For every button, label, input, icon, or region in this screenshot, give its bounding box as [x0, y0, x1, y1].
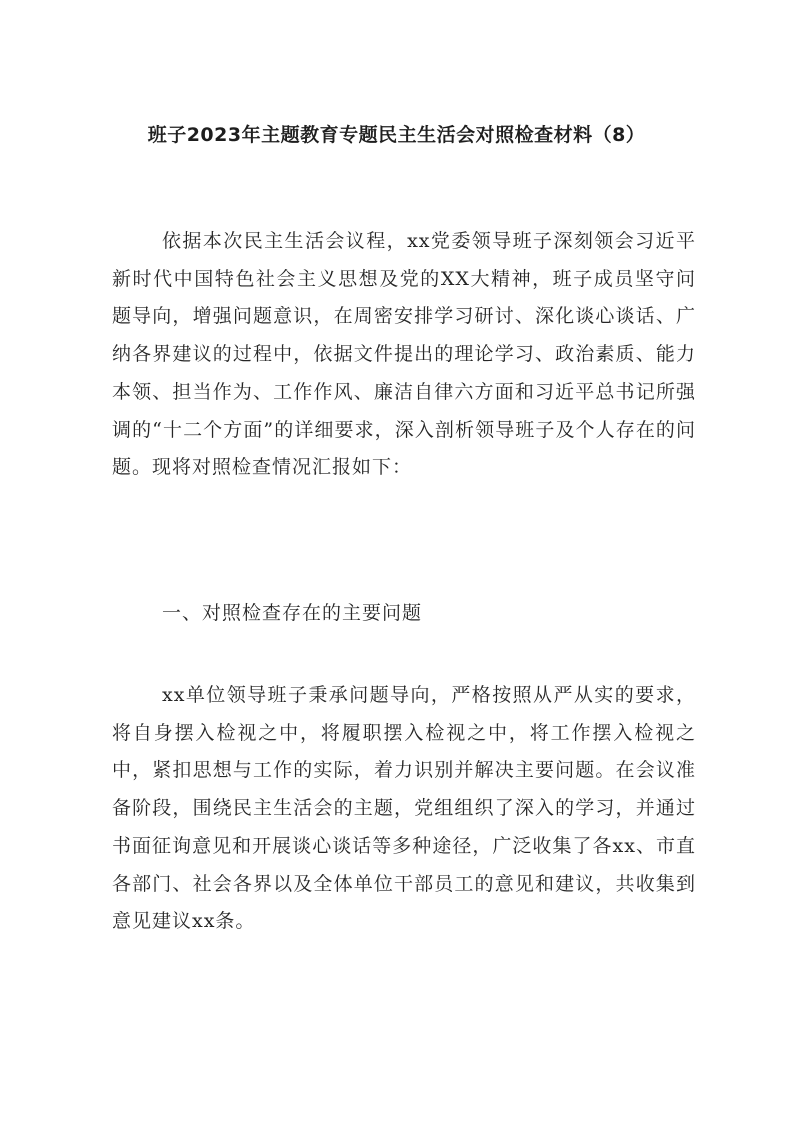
intro-paragraph: 依据本次民主生活会议程，xx党委领导班子深刻领会习近平新时代中国特色社会主义思想及党的XX大精神，班子成员坚守问题导向，增强问题意识，在周密安排学习研讨、深化谈心谈话、广纳各界建议的过程中，依据文件提出的理论学习、政治素质、能力本领、担当作为、工作作风、廉洁自律六方面和习近平总书记所强调的“十二个方面”的详细要求，深入剖析领导班子及个人存在的问题。现将对照检查情况汇报如下：	[112, 230, 696, 479]
document-title: 班子2023年主题教育专题民主生活会对照检查材料（8）	[147, 124, 646, 146]
body-paragraph: xx单位领导班子秉承问题导向，严格按照从严从实的要求，将自身摆入检视之中，将履职摆入检视之中，将工作摆入检视之中，紧扣思想与工作的实际，着力识别并解决主要问题。在会议准备阶段，围绕民主生活会的主题，党组组织了深入的学习，并通过书面征询意见和开展谈心谈话等多种途径，广泛收集了各xx、市直各部门、社会各界以及全体单位干部员工的意见和建议，共收集到意见建议xx条。	[112, 684, 696, 933]
section-heading: 一、对照检查存在的主要问题	[162, 602, 423, 624]
